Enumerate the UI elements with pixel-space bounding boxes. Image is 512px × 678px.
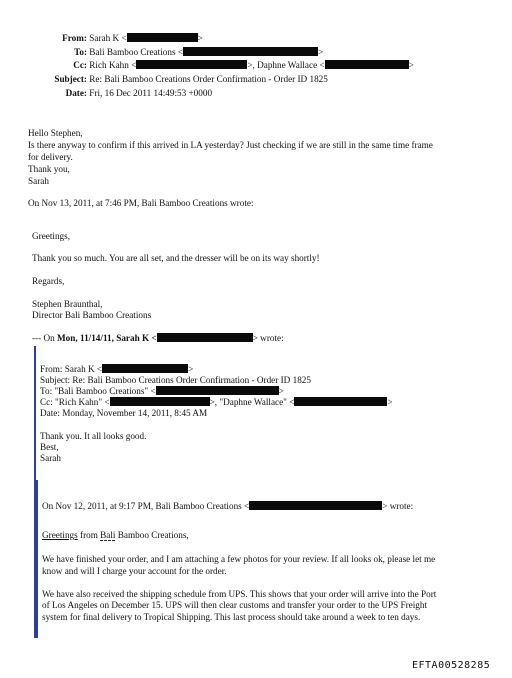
quote2-date: Date: Monday, November 14, 2011, 8:45 AM xyxy=(40,408,208,418)
quote3-intro: On Nov 12, 2011, at 9:17 PM, Bali Bamboo Creations < > wrote: xyxy=(42,501,414,511)
to-label: To: xyxy=(74,47,87,57)
body-greeting: Hello Stephen, xyxy=(28,128,83,138)
redaction-block xyxy=(183,47,318,56)
quote2-best: Best, xyxy=(40,442,59,452)
redaction-block xyxy=(136,60,247,69)
redaction-block xyxy=(156,386,279,395)
quote3-para2-line: We have also received the shipping schedule from UPS. This shows that your order will arrive into the Port xyxy=(42,589,437,599)
body-signature: Sarah xyxy=(28,176,49,186)
quote2-signature: Sarah xyxy=(40,453,61,463)
from-value: Sarah K < xyxy=(89,33,127,43)
redaction-block xyxy=(102,364,188,373)
redaction-block xyxy=(325,60,409,69)
body-thanks: Thank you, xyxy=(28,164,70,174)
subject-value: Re: Bali Bamboo Creations Order Confirmation - Order ID 1825 xyxy=(89,74,328,84)
redaction-block xyxy=(110,397,210,406)
quote3-para1-line: We have finished your order, and I am attaching a few photos for your review. If all looks ok, please let me xyxy=(42,554,436,564)
cc-value: Rich Kahn < xyxy=(89,60,137,70)
date-value: Fri, 16 Dec 2011 14:49:53 +0000 xyxy=(89,88,213,98)
from-label: From: xyxy=(62,33,87,43)
header-to: To: Bali Bamboo Creations < > xyxy=(30,47,323,58)
quote1-text: Thank you so much. You are all set, and the dresser will be on its way shortly! xyxy=(32,253,320,263)
redaction-block xyxy=(294,397,387,406)
quote2-to: To: "Bali Bamboo Creations" < > xyxy=(40,386,284,396)
quote1-title: Director Bali Bamboo Creations xyxy=(32,310,152,320)
quote1-greeting: Greetings, xyxy=(32,231,71,241)
quote2-from: From: Sarah K < > xyxy=(40,364,194,374)
header-from: From: Sarah K < > xyxy=(30,33,203,44)
header-subject xyxy=(30,74,328,85)
quote1-intro: On Nov 13, 2011, at 7:46 PM, Bali Bamboo Creations wrote: xyxy=(28,198,254,208)
quote2-intro: --- On Mon, 11/14/11, Sarah K < > wrote: xyxy=(32,333,284,343)
quote3-para2-line: of Los Angeles on December 15. UPS will then clear customs and transfer your order to the UPS Freight xyxy=(42,600,428,610)
to-value: Bali Bamboo Creations < xyxy=(89,47,184,57)
redaction-block xyxy=(157,333,253,342)
date-label: Date: xyxy=(65,88,87,98)
quote3-greeting: Greetings from Bali Bamboo Creations, xyxy=(42,530,189,540)
quote3-para2-line: system for final delivery to Tropical Shipping. This last process should take around a week to ten days. xyxy=(42,612,421,622)
subject-label: Subject: xyxy=(54,74,87,84)
quote-bar-inner xyxy=(36,480,38,638)
header-cc: Cc: Rich Kahn < >, Daphne Wallace < > xyxy=(30,60,414,71)
quote1-name: Stephen Braunthal, xyxy=(32,299,103,309)
redaction-block xyxy=(249,501,382,510)
quote2-cc: Cc: "Rich Kahn" < >, "Daphne Wallace" < > xyxy=(40,397,393,407)
quote2-subject: Subject: Re: Bali Bamboo Creations Order Confirmation - Order ID 1825 xyxy=(40,375,311,385)
quote2-thanks: Thank you. It all looks good. xyxy=(40,431,147,441)
cc-label: Cc: xyxy=(73,60,87,70)
bates-stamp: EFTA00528285 xyxy=(412,660,491,671)
redaction-block xyxy=(127,33,198,42)
body-line: for delivery. xyxy=(28,152,73,162)
quote1-regards: Regards, xyxy=(32,276,65,286)
header-date xyxy=(30,88,212,99)
quote3-para1-line: know and will I charge your account for the order. xyxy=(42,566,227,576)
body-line: Is there anyway to confirm if this arrived in LA yesterday? Just checking if we are still in the same time frame xyxy=(28,140,433,150)
